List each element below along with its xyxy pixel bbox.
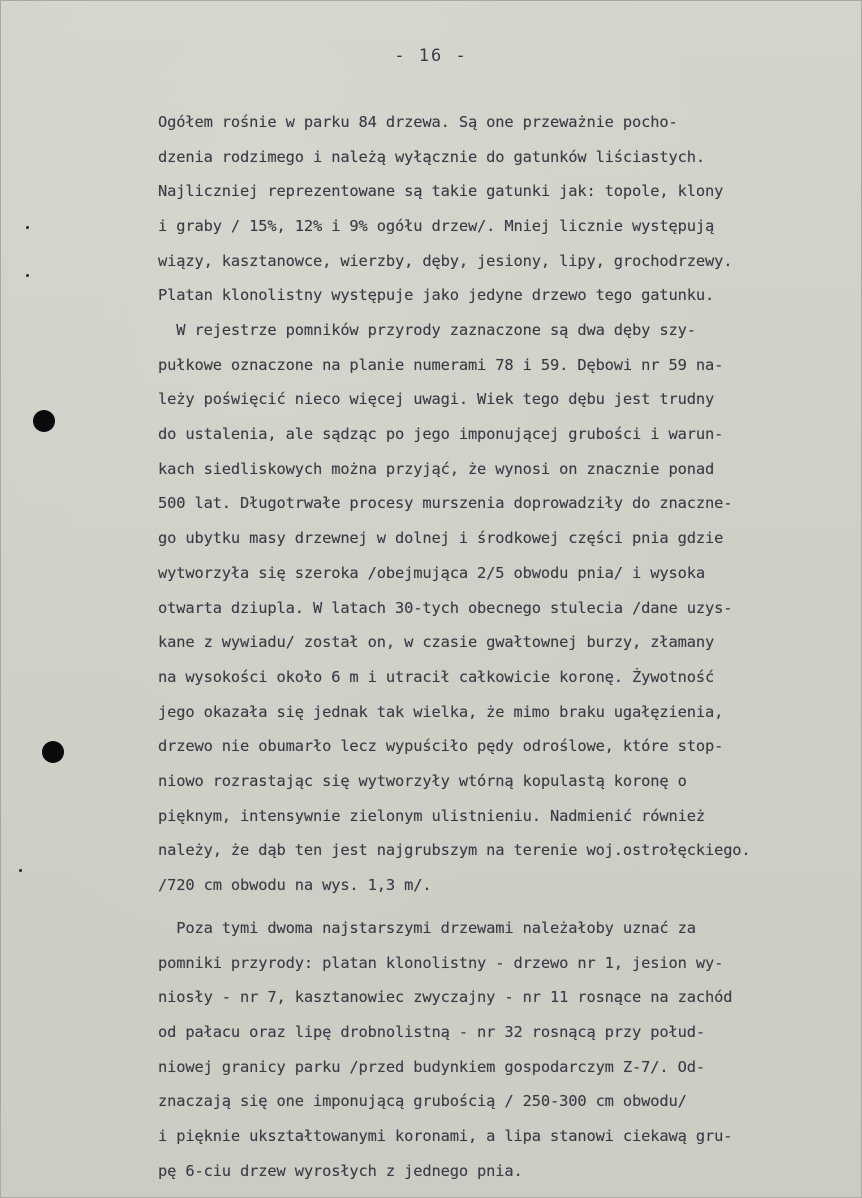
text-line: pułkowe oznaczone na planie numerami 78 i 59. Dębowi nr 59 na- [158, 355, 724, 374]
text-line: niowo rozrastając się wytworzyły wtórną kopulastą koronę o [158, 771, 687, 790]
text-line: pięknym, intensywnie zielonym ulistnieniu. Nadmienić również [158, 806, 705, 825]
text-line: i pięknie ukształtowanymi koronami, a lipa stanowi ciekawą gru- [158, 1127, 733, 1146]
text-line: wiązy, kasztanowce, wierzby, dęby, jesiony, lipy, grochodrzewy. [158, 251, 733, 270]
text-line: do ustalenia, ale sądząc po jego imponującej grubości i warun- [158, 425, 724, 444]
paragraph-2 [158, 313, 848, 903]
text-line: leży poświęcić nieco więcej uwagi. Wiek tego dębu jest trudny [158, 390, 715, 409]
text-line: kane z wywiadu/ został on, w czasie gwałtownej burzy, złamany [158, 633, 715, 652]
text-line: Ogółem rośnie w parku 84 drzewa. Są one przeważnie pocho- [158, 113, 678, 131]
text-line: go ubytku masy drzewnej w dolnej i środkowej części pnia gdzie [158, 529, 724, 548]
text-line: wytworzyła się szeroka /obejmująca 2/5 obwodu pnia/ i wysoka [158, 563, 705, 582]
text-line: 500 lat. Długotrwałe procesy murszenia doprowadziły do znaczne- [158, 494, 733, 513]
paragraph-1 [158, 105, 848, 313]
text-line: niowej granicy parku /przed budynkiem gospodarczym Z-7/. Od- [158, 1057, 705, 1076]
margin-mark [26, 274, 29, 277]
text-line: drzewo nie obumarło lecz wypuściło pędy odroślowe, które stop- [158, 737, 724, 756]
text-line: Najliczniej reprezentowane są takie gatunki jak: topole, klony [158, 182, 724, 201]
text-line: otwarta dziupla. W latach 30-tych obecnego stulecia /dane uzys- [158, 598, 733, 617]
paragraph-3 [158, 911, 848, 1189]
text-line: Platan klonolistny występuje jako jedyne drzewo tego gatunku. [158, 286, 715, 305]
punch-hole [33, 410, 55, 432]
text-line: dzenia rodzimego i należą wyłącznie do gatunków liściastych. [158, 147, 705, 166]
text-line: należy, że dąb ten jest najgrubszym na terenie woj.ostrołęckiego. [158, 841, 751, 860]
text-line: i graby / 15%, 12% i 9% ogółu drzew/. Mniej licznie występują [158, 217, 715, 236]
text-line: jego okazała się jednak tak wielka, że mimo braku ugałęzienia, [158, 702, 724, 721]
text-line: od pałacu oraz lipę drobnolistną - nr 32 rosnącą przy połud- [158, 1023, 705, 1042]
margin-mark [26, 226, 29, 229]
text-line: na wysokości około 6 m i utracił całkowicie koronę. Żywotność [158, 667, 715, 686]
text-line: niosły - nr 7, kasztanowiec zwyczajny - nr 11 rosnące na zachód [158, 988, 733, 1007]
punch-hole [42, 741, 64, 763]
page-number: - 16 - [394, 46, 468, 66]
margin-mark [19, 869, 22, 872]
text-line: pę 6-ciu drzew wyrosłych z jednego pnia. [158, 1161, 523, 1180]
text-line: znaczają się one imponującą grubością / 250-300 cm obwodu/ [158, 1092, 687, 1111]
text-line: pomniki przyrody: platan klonolistny - drzewo nr 1, jesion wy- [158, 953, 724, 972]
text-line: kach siedliskowych można przyjąć, że wynosi on znacznie ponad [158, 459, 715, 478]
text-line: /720 cm obwodu na wys. 1,3 m/. [158, 876, 432, 894]
text-line: W rejestrze pomników przyrody zaznaczone są dwa dęby szy- [158, 321, 696, 339]
text-line: Poza tymi dwoma najstarszymi drzewami należałoby uznać za [158, 919, 696, 937]
